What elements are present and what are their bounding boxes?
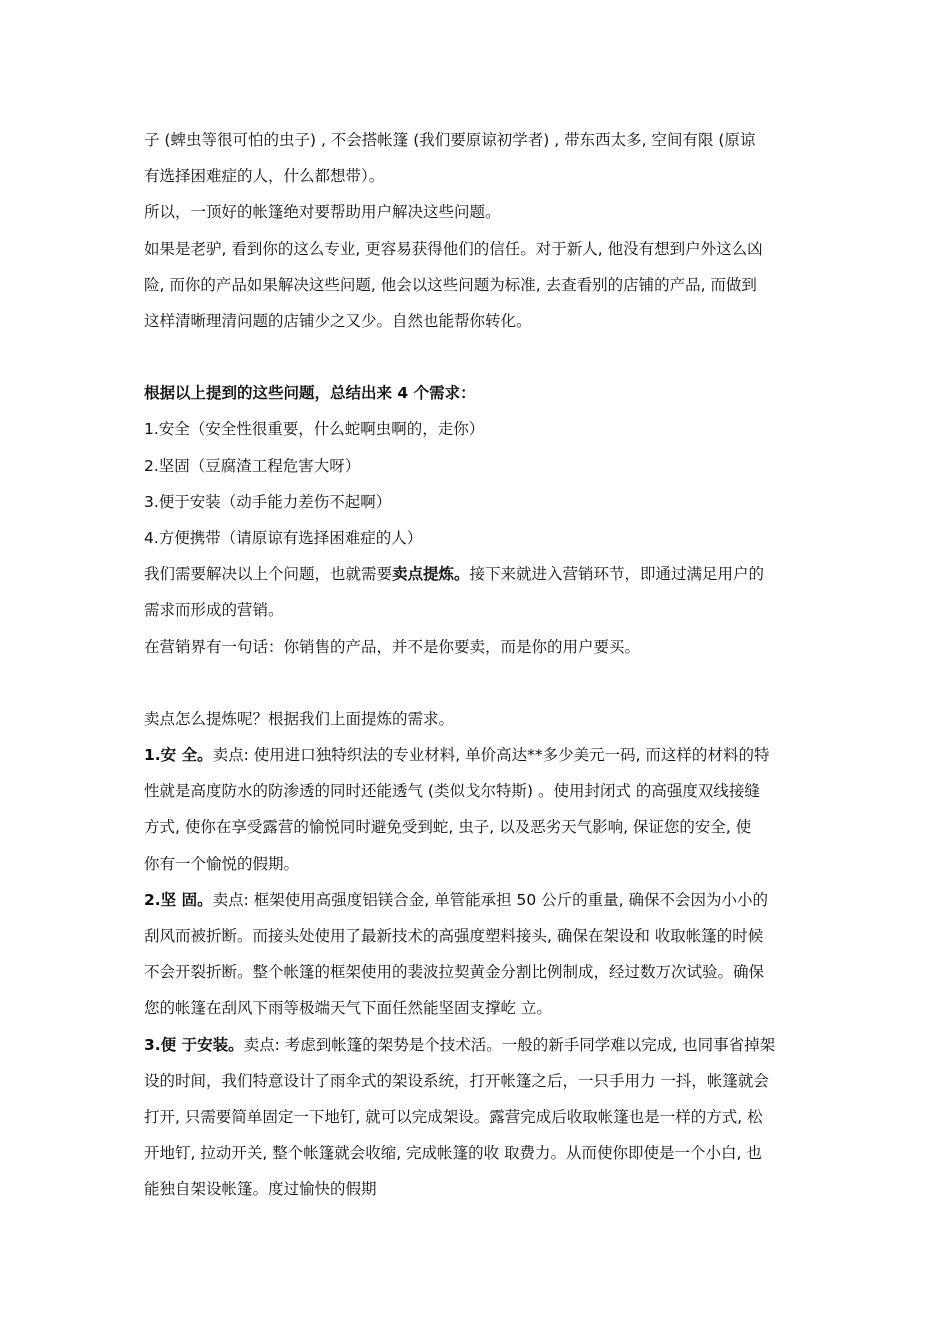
solve-text-post: 接下来就进入营销环节，即通过满足用户的: [469, 565, 765, 584]
paragraph-line: 打开, 只需要简单固定一下地钉, 就可以完成架设。露营完成后收取帐篷也是一样的方式, 松: [144, 1108, 763, 1127]
selling-point-3: [144, 1027, 810, 1063]
paragraph-line: 所以，一顶好的帐篷绝对要帮助用户解决这些问题。: [144, 203, 501, 222]
need-item: 3.便于安装（动手能力差伤不起啊）: [144, 492, 392, 511]
needs-heading: 根据以上提到的这些问题，总结出来 4 个需求：: [144, 384, 476, 403]
paragraph-line: 刮风而被折断。而接头处使用了最新技术的高强度塑料接头, 确保在架设和 收取帐篷的时候: [144, 927, 764, 946]
blank-line: [144, 665, 810, 701]
question-line: 卖点怎么提炼呢？根据我们上面提炼的需求。: [144, 709, 455, 728]
solve-line: [144, 556, 810, 592]
paragraph-line: 能独自架设帐篷。度过愉快的假期: [144, 1180, 377, 1199]
selling-point-1: [144, 737, 810, 773]
paragraph-line: 你有一个愉悦的假期。: [144, 854, 300, 873]
selling-point-title: 1.安 全。: [144, 746, 213, 765]
paragraph-line: 设的时间，我们特意设计了雨伞式的架设系统，打开帐篷之后，一只手用力 一抖，帐篷就会: [144, 1071, 769, 1090]
selling-point-title: 2.坚 固。: [144, 890, 213, 909]
solve-text-pre: 我们需要解决以上个问题，也就需要: [144, 565, 393, 584]
paragraph-line: 如果是老驴, 看到你的这么专业, 更容易获得他们的信任。对于新人, 他没有想到户外这么凶: [144, 239, 763, 258]
selling-point-text: 卖点: 使用进口独特织法的专业材料, 单价高达**多少美元一码, 而这样的材料的特: [212, 746, 770, 765]
selling-point-title: 3.便 于安装。: [144, 1035, 244, 1054]
paragraph-line: 不会开裂折断。整个帐篷的框架使用的裴波拉契黄金分割比例制成，经过数万次试验。确保: [144, 963, 765, 982]
paragraph-line: 方式, 使你在享受露营的愉悦同时避免受到蛇, 虫子, 以及恶劣天气影响, 保证您的安全, 使: [144, 818, 752, 837]
need-item: 4.方便携带（请原谅有选择困难症的人）: [144, 529, 423, 548]
need-item: 1.安全（安全性很重要，什么蛇啊虫啊的，走你）: [144, 420, 485, 439]
paragraph-line: 开地钉, 拉动开关, 整个帐篷就会收缩, 完成帐篷的收 取费力。从而使你即使是一个小白, 也: [144, 1144, 762, 1163]
need-item: 2.坚固（豆腐渣工程危害大呀）: [144, 456, 361, 475]
paragraph-line: 险, 而你的产品如果解决这些问题, 他会以这些问题为标准, 去查看别的店铺的产品, 而做到: [144, 275, 757, 294]
marketing-line: 在营销界有一句话：你销售的产品，并不是你要卖，而是你的用户要买。: [144, 637, 641, 656]
paragraph-line: 您的帐篷在刮风下雨等极端天气下面任然能坚固支撑屹 立。: [144, 999, 552, 1018]
selling-point-2: [144, 882, 810, 918]
selling-point-text: 卖点: 框架使用高强度铝镁合金, 单管能承担 50 公斤的重量, 确保不会因为小小的: [212, 890, 769, 909]
paragraph-line: 子 (蜱虫等很可怕的虫子) , 不会搭帐篷 (我们要原谅初学者) , 带东西太多, 空间有限 (原谅: [144, 131, 756, 149]
solve-text-bold: 卖点提炼。: [392, 565, 470, 584]
paragraph-line: 有选择困难症的人，什么都想带）。: [144, 167, 385, 186]
paragraph-line: 这样清晰理清问题的店铺少之又少。自然也能帮你转化。: [144, 312, 532, 331]
paragraph-line: 性就是高度防水的防渗透的同时还能透气 (类似戈尔特斯) 。使用封闭式 的高强度双线接缝: [144, 782, 760, 801]
solve-line-2: 需求而形成的营销。: [144, 601, 284, 620]
blank-line: [144, 339, 810, 375]
selling-point-text: 卖点: 考虑到帐篷的架势是个技术活。一般的新手同学难以完成, 也同事省掉架: [243, 1035, 776, 1054]
